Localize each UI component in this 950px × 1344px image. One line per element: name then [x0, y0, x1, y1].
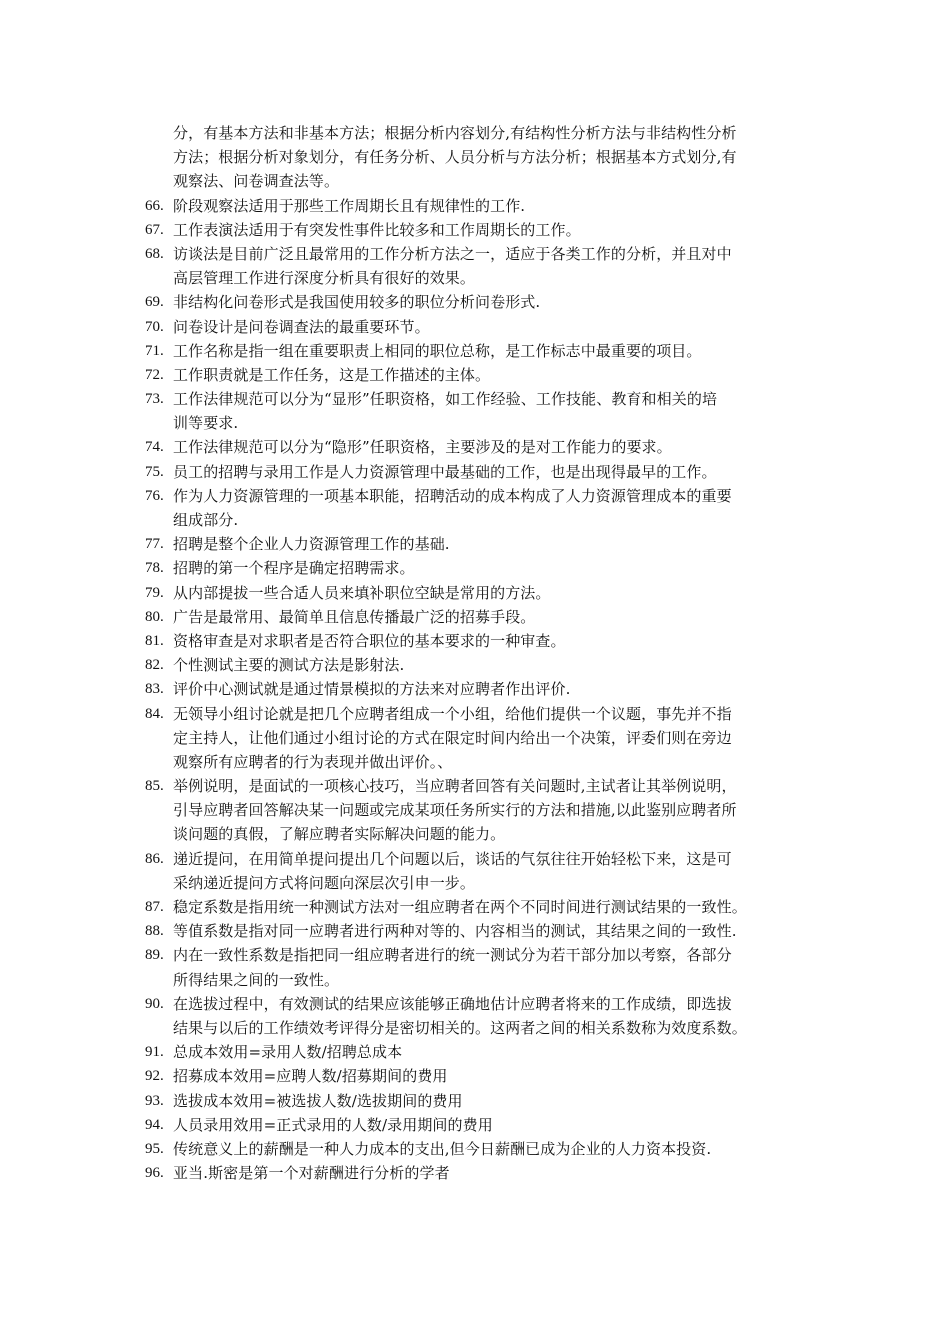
item-text: 工作法律规范可以分为“显形”任职资格，如工作经验、工作技能、教育和相关的培 — [173, 390, 718, 409]
item-text: 结果与以后的工作绩效考评得分是密切相关的。这两者之间的相关系数称为效度系数。 — [173, 1018, 747, 1037]
list-item — [145, 581, 810, 605]
list-item — [145, 484, 810, 508]
item-text: 稳定系数是指用统一种测试方法对一组应聘者在两个不同时间进行测试结果的一致性。 — [173, 898, 747, 916]
item-number: 85. — [145, 778, 164, 795]
item-text: 所得结果之间的一致性。 — [173, 970, 340, 989]
list-item — [145, 702, 810, 726]
item-text: 选拔成本效用=被选拔人数/选拔期间的费用 — [173, 1091, 463, 1110]
item-number: 67. — [145, 221, 164, 238]
list-item — [145, 1113, 810, 1137]
list-item — [145, 629, 810, 653]
item-number: 96. — [145, 1165, 164, 1182]
item-number: 66. — [145, 197, 164, 214]
item-number: 91. — [145, 1044, 164, 1061]
item-text: 亚当.斯密是第一个对薪酬进行分析的学者 — [173, 1164, 450, 1183]
list-item — [145, 1064, 810, 1088]
list-item — [145, 992, 810, 1016]
item-number: 77. — [145, 536, 164, 553]
item-text: 招募成本效用=应聘人数/招募期间的费用 — [173, 1067, 448, 1086]
list-item — [145, 363, 810, 387]
item-text: 谈问题的真假，了解应聘者实际解决问题的能力。 — [173, 825, 506, 844]
list-item-continuation — [145, 968, 810, 992]
list-item — [145, 290, 810, 314]
item-text: 举例说明，是面试的一项核心技巧，当应聘者回答有关问题时,主试者让其举例说明， — [173, 777, 737, 796]
item-number: 80. — [145, 608, 164, 625]
list-item — [145, 242, 810, 266]
list-item — [145, 315, 810, 339]
list-item-continuation — [145, 169, 810, 193]
list-item-continuation — [145, 798, 810, 822]
list-item — [145, 194, 810, 218]
item-text: 方法；根据分析对象划分，有任务分析、人员分析与方法分析；根据基本方式划分,有 — [173, 148, 737, 167]
list-item-continuation — [145, 726, 810, 750]
list-item — [145, 1040, 810, 1064]
item-text: 工作法律规范可以分为“隐形”任职资格，主要涉及的是对工作能力的要求。 — [173, 438, 672, 457]
list-item — [145, 532, 810, 556]
item-number: 78. — [145, 560, 164, 577]
item-number: 95. — [145, 1140, 164, 1157]
item-number: 93. — [145, 1092, 164, 1109]
numbered-list — [145, 121, 810, 1185]
item-number: 75. — [145, 463, 164, 480]
list-item-continuation — [145, 1016, 810, 1040]
list-item-continuation — [145, 508, 810, 532]
item-text: 观察法、问卷调查法等。 — [173, 172, 340, 191]
item-number: 86. — [145, 850, 164, 867]
list-item — [145, 121, 810, 145]
list-item — [145, 460, 810, 484]
list-item-continuation — [145, 822, 810, 846]
item-text: 工作名称是指一组在重要职责上相同的职位总称，是工作标志中最重要的项目。 — [173, 341, 702, 360]
item-number: 89. — [145, 947, 164, 964]
item-text: 员工的招聘与录用工作是人力资源管理中最基础的工作，也是出现得最早的工作。 — [173, 462, 717, 481]
item-text: 递近提问，在用简单提问提出几个问题以后，谈话的气氛往往开始轻松下来，这是可 — [173, 849, 732, 868]
item-number: 92. — [145, 1068, 164, 1085]
item-number: 72. — [145, 366, 164, 383]
list-item — [145, 1089, 810, 1113]
list-item — [145, 847, 810, 871]
list-item — [145, 943, 810, 967]
item-text: 作为人力资源管理的一项基本职能，招聘活动的成本构成了人力资源管理成本的重要 — [173, 486, 732, 505]
list-item — [145, 677, 810, 701]
item-number: 81. — [145, 632, 164, 649]
item-text: 组成部分. — [173, 511, 239, 529]
item-number: 76. — [145, 487, 164, 504]
item-text: 从内部提拔一些合适人员来填补职位空缺是常用的方法。 — [173, 583, 551, 602]
list-item-continuation — [145, 266, 810, 290]
list-item — [145, 387, 810, 411]
item-text: 无领导小组讨论就是把几个应聘者组成一个小组，给他们提供一个议题，事先并不指 — [173, 704, 732, 723]
item-text: 招聘的第一个程序是确定招聘需求。 — [173, 559, 415, 578]
item-text: 总成本效用=录用人数/招聘总成本 — [173, 1043, 403, 1062]
item-number: 83. — [145, 681, 164, 698]
item-number: 68. — [145, 245, 164, 262]
item-text: 阶段观察法适用于那些工作周期长且有规律性的工作. — [173, 196, 526, 215]
item-text: 访谈法是目前广泛且最常用的工作分析方法之一，适应于各类工作的分析，并且对中 — [173, 244, 732, 263]
item-text: 招聘是整个企业人力资源管理工作的基础. — [173, 535, 450, 554]
item-text: 采纳递近提问方式将问题向深层次引申一步。 — [173, 873, 476, 892]
item-text: 内在一致性系数是指把同一组应聘者进行的统一测试分为若干部分加以考察，各部分 — [173, 946, 732, 965]
list-item-continuation — [145, 871, 810, 895]
item-text: 问卷设计是问卷调查法的最重要环节。 — [173, 317, 430, 336]
list-item — [145, 919, 810, 943]
item-number: 88. — [145, 923, 164, 940]
list-item-continuation — [145, 411, 810, 435]
item-number: 87. — [145, 899, 164, 915]
list-item — [145, 605, 810, 629]
item-text: 资格审查是对求职者是否符合职位的基本要求的一种审查。 — [173, 631, 566, 650]
item-text: 广告是最常用、最简单且信息传播最广泛的招募手段。 — [173, 607, 536, 626]
item-number: 94. — [145, 1116, 164, 1133]
item-text: 等值系数是指对同一应聘者进行两种对等的、内容相当的测试，其结果之间的一致性. — [173, 922, 737, 941]
item-text: 训等要求. — [173, 414, 239, 433]
list-item — [145, 1161, 810, 1185]
item-number: 84. — [145, 705, 164, 722]
item-number: 73. — [145, 391, 164, 408]
item-text: 工作表演法适用于有突发性事件比较多和工作周期长的工作。 — [173, 220, 581, 239]
item-text: 评价中心测试就是通过情景模拟的方法来对应聘者作出评价. — [173, 680, 571, 699]
list-item — [145, 774, 810, 798]
item-number: 74. — [145, 439, 164, 456]
list-item — [145, 339, 810, 363]
item-text: 传统意义上的薪酬是一种人力成本的支出,但今日薪酬已成为企业的人力资本投资. — [173, 1139, 712, 1158]
item-number: 71. — [145, 342, 164, 359]
list-item — [145, 556, 810, 580]
list-item — [145, 653, 810, 677]
item-text: 高层管理工作进行深度分析具有很好的效果。 — [173, 269, 476, 288]
item-text: 工作职责就是工作任务，这是工作描述的主体。 — [173, 365, 491, 384]
list-item — [145, 1137, 810, 1161]
item-text: 在选拔过程中，有效测试的结果应该能够正确地估计应聘者将来的工作成绩，即选拔 — [173, 994, 732, 1013]
item-number: 69. — [145, 294, 164, 311]
item-number: 79. — [145, 584, 164, 601]
item-text: 定主持人，让他们通过小组讨论的方式在限定时间内给出一个决策，评委们则在旁边 — [173, 728, 732, 747]
item-text: 观察所有应聘者的行为表现并做出评价。、 — [173, 752, 453, 771]
item-text: 个性测试主要的测试方法是影射法. — [173, 656, 405, 675]
list-item — [145, 895, 810, 919]
item-text: 非结构化问卷形式是我国使用较多的职位分析问卷形式. — [173, 293, 541, 312]
item-number: 70. — [145, 318, 164, 335]
item-number: 82. — [145, 657, 164, 674]
list-item-continuation — [145, 145, 810, 169]
list-item-continuation — [145, 750, 810, 774]
item-text: 引导应聘者回答解决某一问题或完成某项任务所实行的方法和措施,以此鉴别应聘者所 — [173, 801, 737, 820]
item-number: 90. — [145, 995, 164, 1012]
item-text: 分，有基本方法和非基本方法；根据分析内容划分,有结构性分析方法与非结构性分析 — [173, 124, 737, 142]
list-item — [145, 435, 810, 459]
list-item — [145, 218, 810, 242]
item-text: 人员录用效用=正式录用的人数/录用期间的费用 — [173, 1115, 493, 1134]
